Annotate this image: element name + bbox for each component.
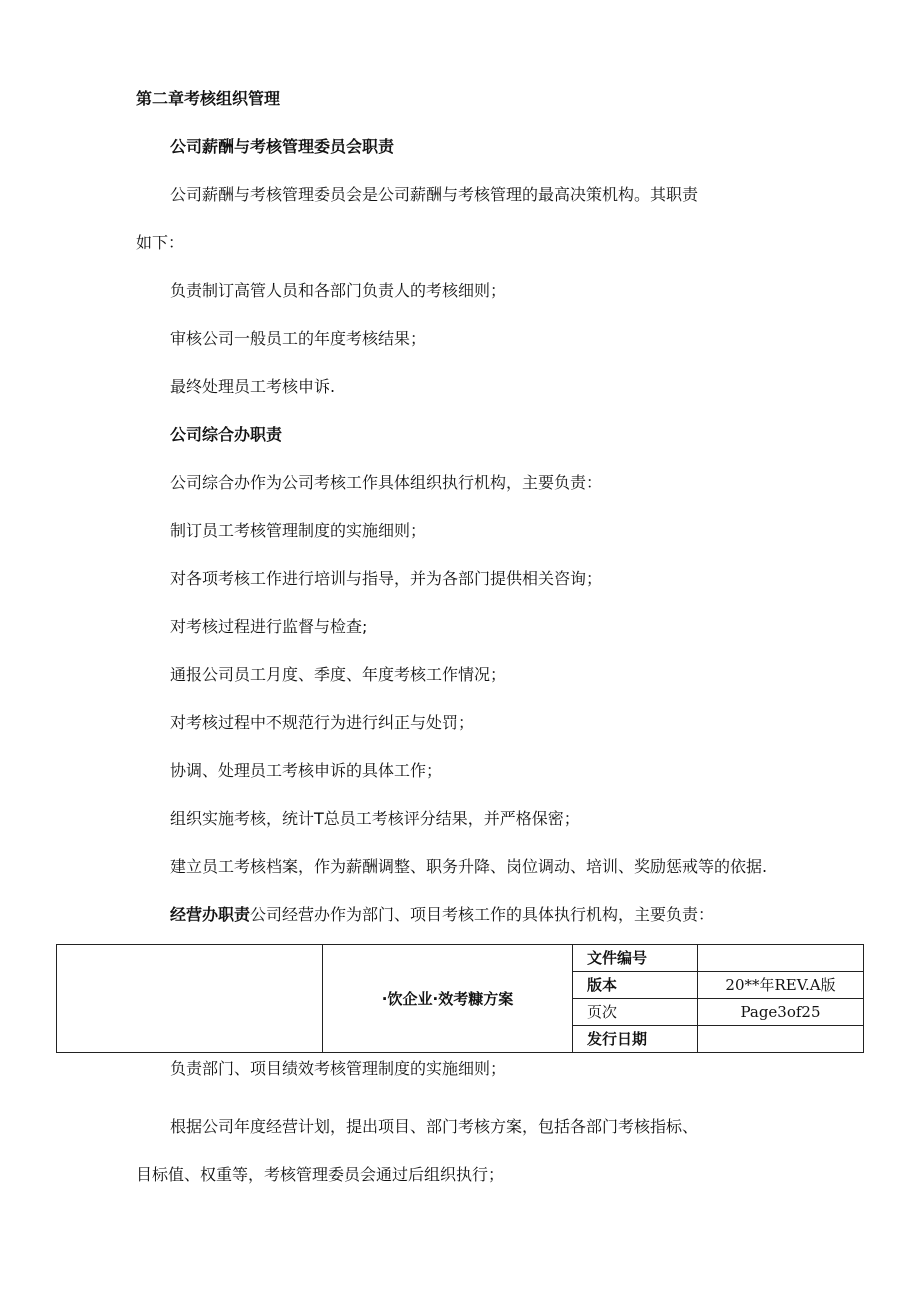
office-intro: 公司综合办作为公司考核工作具体组织执行机构，主要负责： bbox=[170, 473, 603, 492]
chapter-title: 第二章考核组织管理 bbox=[136, 89, 281, 108]
file-number-value bbox=[698, 945, 864, 972]
operations-heading: 经营办职责 bbox=[170, 905, 251, 924]
committee-intro-line2: 如下： bbox=[136, 233, 185, 252]
office-heading: 公司综合办职责 bbox=[170, 425, 283, 444]
office-item: 通报公司员工月度、季度、年度考核工作情况； bbox=[170, 665, 507, 684]
committee-item: 负责制订高管人员和各部门负责人的考核细则； bbox=[170, 281, 507, 300]
operations-item: 根据公司年度经营计划，提出项目、部门考核方案，包括各部门考核指标、 bbox=[170, 1117, 699, 1136]
operations-paragraph bbox=[170, 905, 714, 925]
issue-date-label: 发行日期 bbox=[573, 1026, 698, 1053]
committee-intro-line1: 公司薪酬与考核管理委员会是公司薪酬与考核管理的最高决策机构。其职责 bbox=[170, 185, 699, 204]
committee-item: 最终处理员工考核申诉. bbox=[170, 377, 336, 396]
issue-date-value bbox=[698, 1026, 864, 1053]
document-title: ·饮企业·效考糠方案 bbox=[323, 945, 573, 1053]
version-label: 版本 bbox=[573, 972, 698, 999]
version-value: 20**年REV.A版 bbox=[698, 972, 864, 999]
document-header-table bbox=[56, 944, 864, 1053]
page-value: Page3of25 bbox=[698, 999, 864, 1026]
office-item: 制订员工考核管理制度的实施细则； bbox=[170, 521, 427, 540]
committee-heading: 公司薪酬与考核管理委员会职责 bbox=[170, 137, 395, 156]
page-label: 页次 bbox=[573, 999, 698, 1026]
office-item: 建立员工考核档案，作为薪酬调整、职务升降、岗位调动、培训、奖励惩戒等的依据. bbox=[170, 857, 768, 876]
committee-item: 审核公司一般员工的年度考核结果； bbox=[170, 329, 427, 348]
office-item: 组织实施考核，统计T总员工考核评分结果，并严格保密； bbox=[170, 809, 580, 828]
header-logo-cell bbox=[57, 945, 323, 1053]
operations-item: 负责部门、项目绩效考核管理制度的实施细则； bbox=[170, 1059, 507, 1078]
operations-item: 目标值、权重等，考核管理委员会通过后组织执行； bbox=[136, 1165, 505, 1184]
operations-intro: 公司经营办作为部门、项目考核工作的具体执行机构，主要负责： bbox=[250, 905, 715, 924]
office-item: 对考核过程中不规范行为进行纠正与处罚； bbox=[170, 713, 475, 732]
office-item: 协调、处理员工考核申诉的具体工作； bbox=[170, 761, 443, 780]
office-item: 对各项考核工作进行培训与指导，并为各部门提供相关咨询； bbox=[170, 569, 603, 588]
file-number-label: 文件编号 bbox=[573, 945, 698, 972]
office-item: 对考核过程进行监督与检查; bbox=[170, 617, 368, 636]
